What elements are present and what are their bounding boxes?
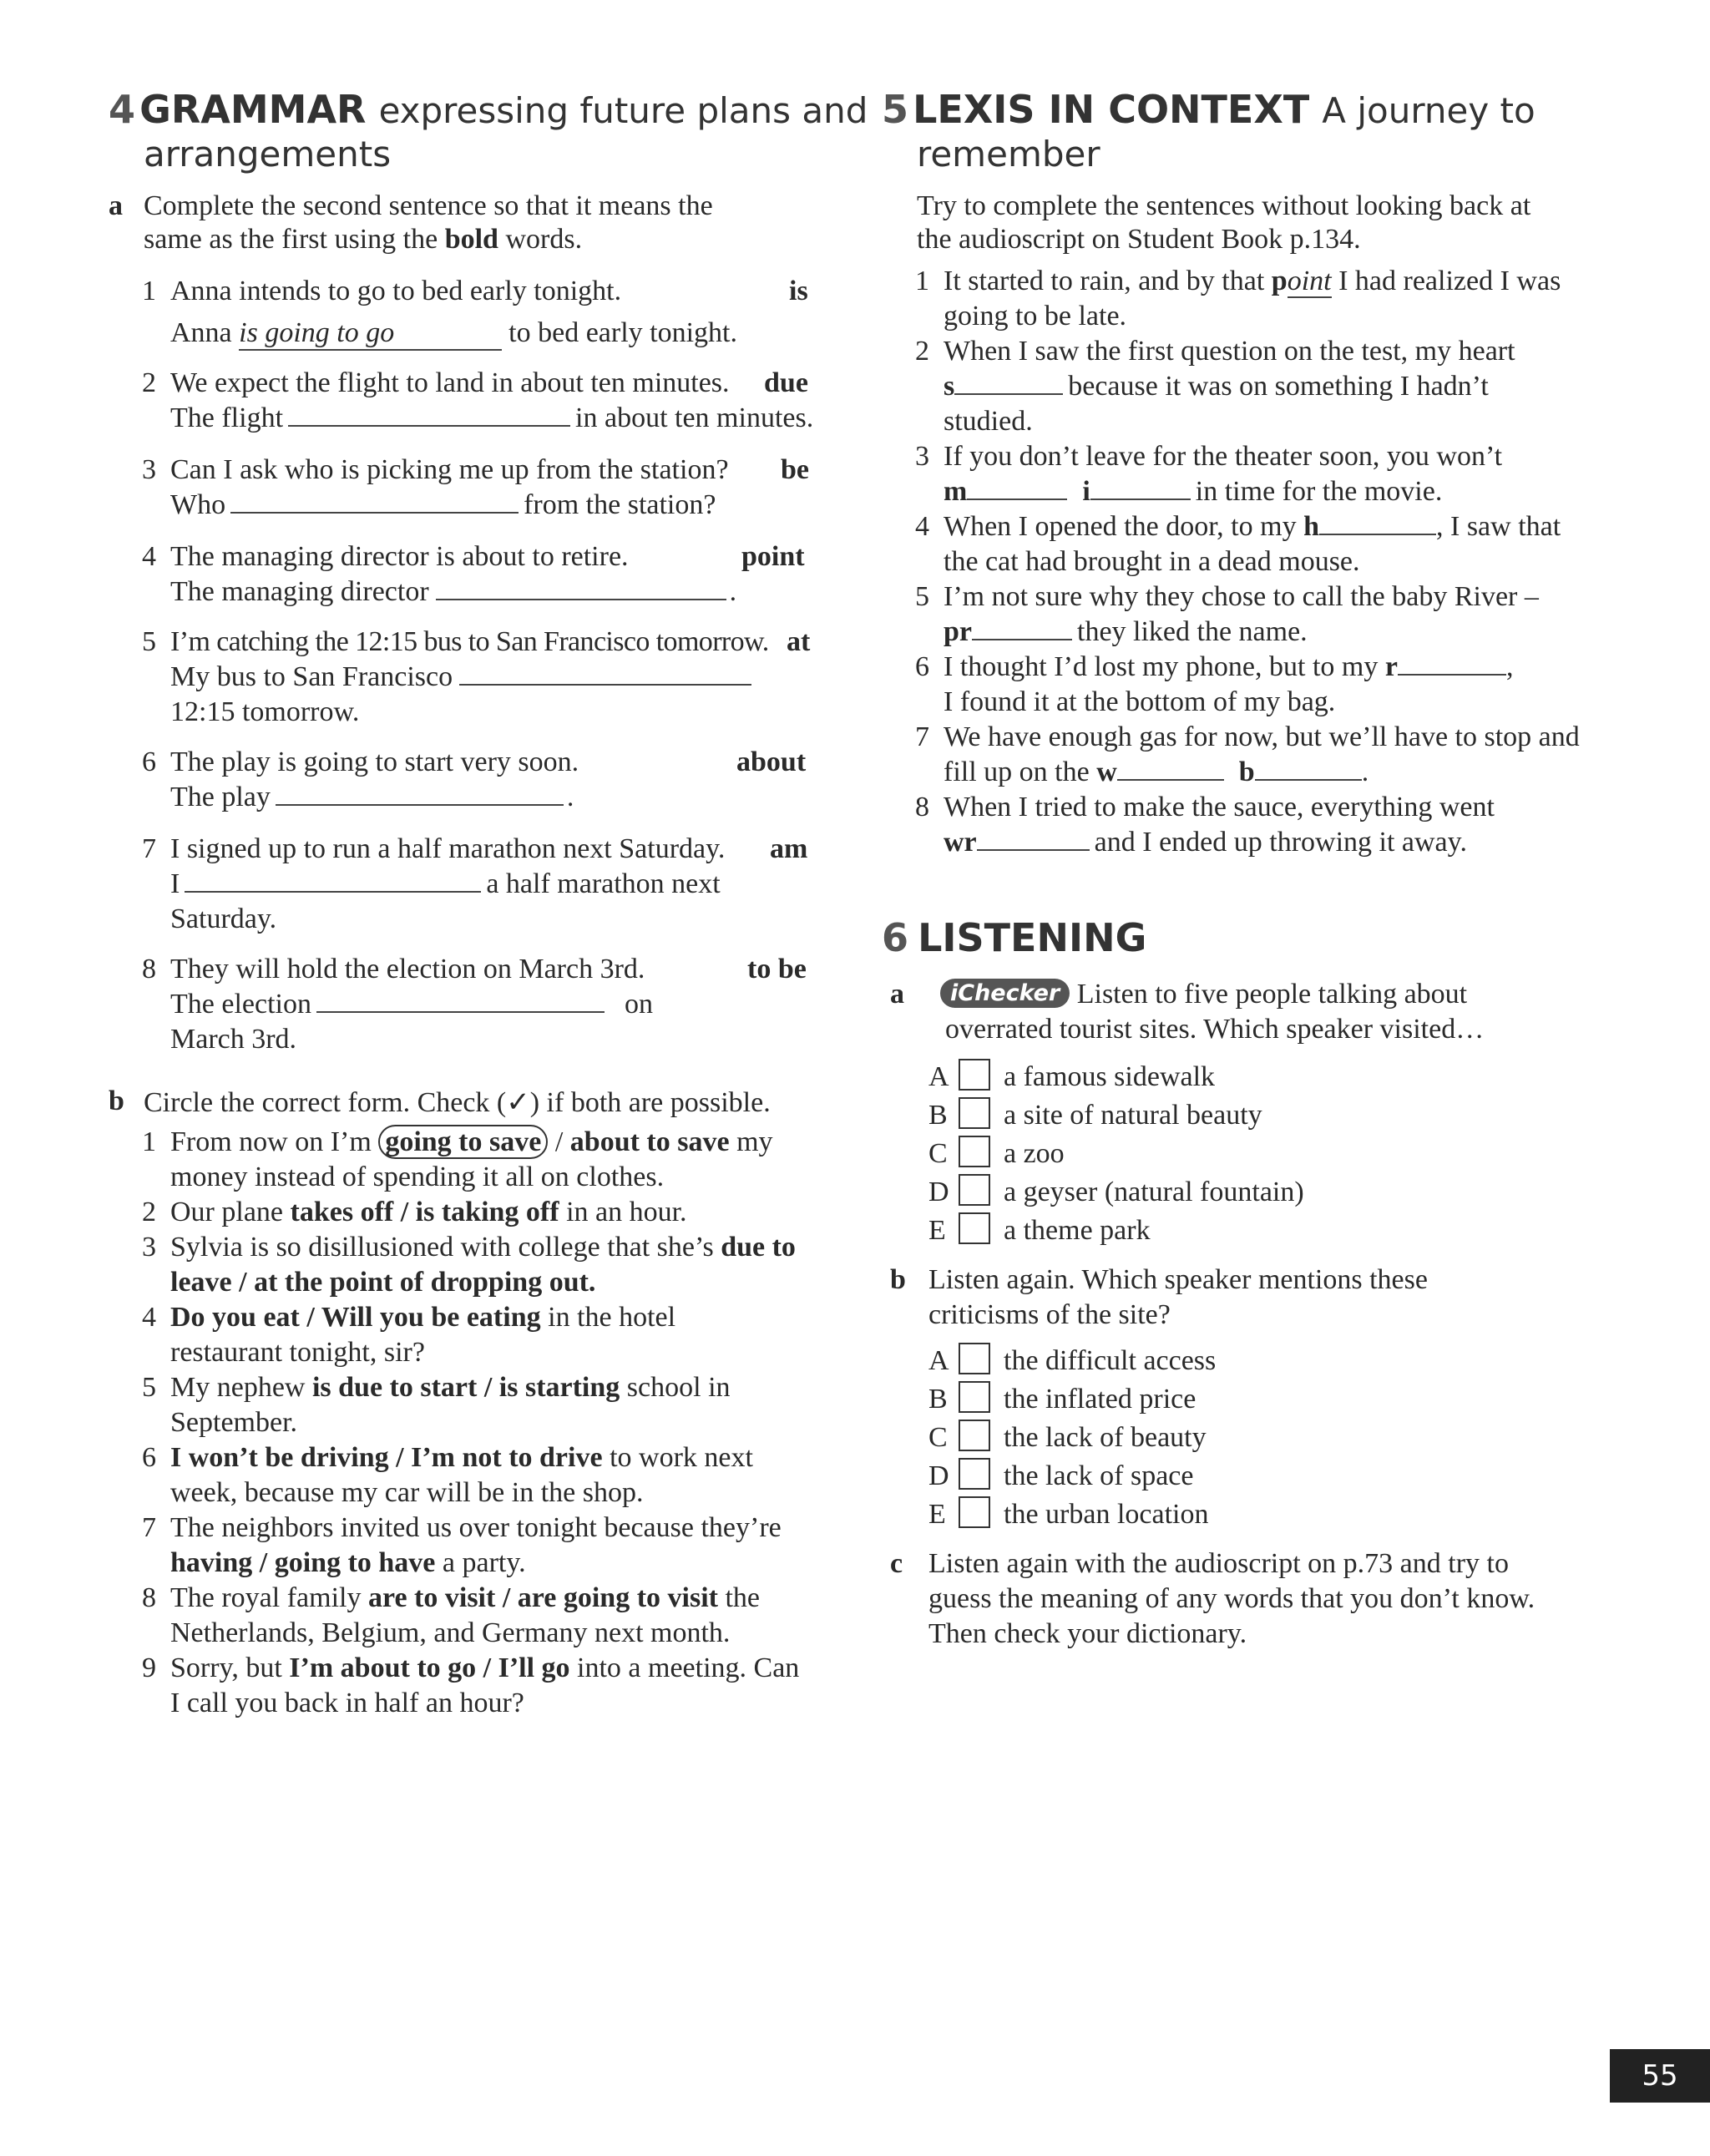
checkbox[interactable] (959, 1458, 990, 1490)
item-number: 4 (142, 541, 156, 572)
checkbox[interactable] (959, 1097, 990, 1129)
item-number: 7 (142, 1512, 156, 1543)
item-line-cont: the cat had brought in a dead mouse. (944, 546, 1360, 577)
answer-blank[interactable] (972, 638, 1072, 640)
item-completion: I a half marathon next (170, 868, 721, 899)
item-completion-cont: March 3rd. (170, 1024, 297, 1055)
instruction: Then check your dictionary. (928, 1618, 1247, 1649)
item-number: 3 (142, 1232, 156, 1263)
item-keyword: point (741, 541, 805, 572)
item-sentence: I signed up to run a half marathon next Saturday. (170, 833, 726, 864)
item-line-cont: September. (170, 1407, 298, 1438)
option[interactable]: I won’t be driving / I’m not to drive (170, 1442, 603, 1473)
item-number: 4 (142, 1302, 156, 1333)
answer-blank[interactable] (1255, 778, 1362, 781)
checkbox[interactable] (959, 1059, 990, 1091)
item-line-cont: restaurant tonight, sir? (170, 1337, 425, 1368)
answer-blank[interactable] (276, 803, 564, 806)
answer-blank[interactable] (1398, 673, 1506, 676)
checkbox[interactable] (959, 1420, 990, 1451)
part-label: a (109, 190, 123, 221)
item-line-cont: pr they liked the name. (944, 616, 1308, 647)
option[interactable]: takes off / is taking off (290, 1197, 559, 1227)
option-row: E the urban location (928, 1496, 1208, 1531)
item-completion: The managing director . (170, 576, 737, 607)
answer-blank[interactable] (436, 598, 726, 600)
item-line-cont: going to be late. (944, 301, 1127, 331)
answer-blank[interactable] (288, 424, 570, 427)
item-keyword: about (736, 747, 807, 777)
answer-blank[interactable] (459, 683, 751, 686)
item-line: We have enough gas for now, but we’ll have to stop and (944, 721, 1580, 752)
item-number: 1 (142, 276, 156, 306)
item-line-cont: week, because my car will be in the shop. (170, 1477, 644, 1508)
checkbox[interactable] (959, 1136, 990, 1167)
item-sentence: Anna intends to go to bed early tonight. (170, 276, 622, 306)
item-keyword: am (770, 833, 808, 864)
item-line-cont: I found it at the bottom of my bag. (944, 686, 1336, 717)
item-line: My nephew is due to start / is starting school in (170, 1372, 731, 1403)
item-number: 6 (142, 747, 156, 777)
option-row: C the lack of beauty (928, 1420, 1207, 1454)
item-line: When I saw the first question on the test, my heart (944, 336, 1515, 367)
item-completion: My bus to San Francisco (170, 661, 751, 693)
option-row: C a zoo (928, 1136, 1065, 1170)
section-subtitle-cont: remember (917, 134, 1100, 175)
item-line: Sylvia is so disillusioned with college that she’s due to (170, 1232, 796, 1263)
option[interactable]: are to visit / are going to visit (367, 1582, 718, 1613)
item-number: 6 (915, 651, 929, 682)
item-completion: The election on (170, 989, 653, 1020)
listening-heading (882, 915, 1147, 960)
section-number: 4 (109, 87, 136, 132)
item-line: I won’t be driving / I’m not to drive to work next (170, 1442, 753, 1473)
instruction: guess the meaning of any words that you don’t know. (928, 1583, 1535, 1614)
answer-blank[interactable] (954, 392, 1063, 395)
section-subtitle: expressing future plans and (378, 90, 868, 131)
item-line-cont: wr and I ended up throwing it away. (944, 827, 1467, 858)
item-line: Do you eat / Will you be eating in the hotel (170, 1302, 676, 1333)
item-line: I’m not sure why they chose to call the baby River – (944, 581, 1539, 612)
item-line-cont: Netherlands, Belgium, and Germany next month. (170, 1617, 731, 1648)
item-sentence: Can I ask who is picking me up from the station? (170, 454, 729, 485)
instruction: overrated tourist sites. Which speaker visited… (945, 1014, 1485, 1045)
item-number: 8 (142, 954, 156, 984)
grammar-heading (109, 87, 868, 132)
section-title: LEXIS IN CONTEXT (913, 87, 1310, 132)
item-completion-cont: Saturday. (170, 903, 277, 934)
instruction: criticisms of the site? (928, 1299, 1171, 1330)
answer-blank[interactable] (1090, 498, 1191, 500)
part-label: b (890, 1264, 906, 1295)
item-line: It started to rain, and by that point I had realized I was (944, 266, 1561, 296)
item-number: 2 (142, 367, 156, 398)
item-line: From now on I’m going to save / about to save my (170, 1126, 773, 1157)
item-line-cont: s because it was on something I hadn’t (944, 371, 1489, 402)
circled-answer[interactable]: going to save (378, 1125, 548, 1159)
item-number: 2 (915, 336, 929, 367)
instruction: Listen again with the audioscript on p.73 and try to (928, 1548, 1509, 1579)
item-number: 3 (142, 454, 156, 485)
page-number: 55 (1610, 2049, 1710, 2103)
checkbox[interactable] (959, 1212, 990, 1244)
item-line: If you don’t leave for the theater soon, you won’t (944, 441, 1503, 472)
answer-blank[interactable] (230, 511, 519, 514)
option[interactable]: is due to start / is starting (311, 1372, 620, 1403)
item-sentence: I’m catching the 12:15 bus to San Francisco tomorrow. (170, 626, 769, 657)
item-sentence: The managing director is about to retire. (170, 541, 629, 572)
item-line: The royal family are to visit / are going to visit the (170, 1582, 761, 1613)
item-number: 6 (142, 1442, 156, 1473)
item-completion: The flight in about ten minutes. (170, 402, 814, 433)
section-title: GRAMMAR (139, 87, 367, 132)
item-number: 5 (142, 1372, 156, 1403)
item-line: When I opened the door, to my h , I saw that (944, 511, 1561, 542)
item-number: 7 (915, 721, 929, 752)
answer-blank[interactable] (1319, 533, 1436, 535)
option[interactable]: about to save (569, 1126, 730, 1157)
item-keyword: to be (747, 954, 807, 984)
instruction: same as the first using the bold words. (144, 224, 583, 255)
option-row: B a site of natural beauty (928, 1097, 1262, 1131)
option-row: D the lack of space (928, 1458, 1194, 1492)
item-completion: Who from the station? (170, 489, 716, 520)
item-line: I thought I’d lost my phone, but to my r , (944, 651, 1514, 682)
item-keyword: at (787, 626, 811, 657)
lexis-heading (882, 87, 1535, 132)
item-number: 9 (142, 1652, 156, 1683)
item-number: 1 (142, 1126, 156, 1157)
item-number: 7 (142, 833, 156, 864)
answer-blank[interactable] (316, 1010, 605, 1013)
item-line: When I tried to make the sauce, everything went (944, 792, 1495, 822)
instruction: the audioscript on Student Book p.134. (917, 224, 1361, 255)
option[interactable]: Do you eat / Will you be eating (170, 1302, 541, 1333)
item-completion-cont: 12:15 tomorrow. (170, 696, 360, 727)
item-line: Sorry, but I’m about to go / I’ll go into a meeting. Can (170, 1652, 800, 1683)
item-line: The neighbors invited us over tonight because they’re (170, 1512, 782, 1543)
item-number: 3 (915, 441, 929, 472)
item-number: 8 (915, 792, 929, 822)
option-row: B the inflated price (928, 1381, 1196, 1415)
section-subtitle-cont: arrangements (144, 134, 392, 175)
item-completion: Anna is going to go to bed early tonight. (170, 317, 737, 351)
option[interactable]: I’m about to go / I’ll go (289, 1652, 570, 1683)
instruction: iChecker Listen to five people talking about (940, 979, 1467, 1010)
item-line-cont: studied. (944, 406, 1033, 437)
item-sentence: We expect the flight to land in about ten minutes. (170, 367, 730, 398)
option-row: D a geyser (natural fountain) (928, 1174, 1304, 1208)
item-keyword: due (764, 367, 808, 398)
instruction: Circle the correct form. Check (✓) if both are possible. (144, 1087, 771, 1118)
option[interactable]: having / going to have (170, 1547, 436, 1578)
instruction: Try to complete the sentences without looking back at (917, 190, 1531, 221)
option[interactable]: due to (721, 1232, 796, 1263)
answer-blank[interactable] (967, 498, 1067, 500)
option-row: E a theme park (928, 1212, 1151, 1247)
item-line-cont: money instead of spending it all on clothes. (170, 1162, 665, 1192)
item-sentence: The play is going to start very soon. (170, 747, 579, 777)
checkbox[interactable] (959, 1381, 990, 1413)
checkbox[interactable] (959, 1343, 990, 1374)
answer-blank[interactable] (977, 848, 1090, 851)
item-keyword: be (781, 454, 809, 485)
part-label: c (890, 1548, 903, 1579)
ichecker-badge[interactable]: iChecker (940, 979, 1070, 1008)
item-line-cont: fill up on the w b . (944, 757, 1369, 787)
item-sentence: They will hold the election on March 3rd. (170, 954, 645, 984)
checkbox[interactable] (959, 1174, 990, 1206)
item-number: 5 (142, 626, 156, 657)
item-line-cont: m i in time for the movie. (944, 476, 1443, 507)
item-completion: The play . (170, 782, 574, 812)
answer-blank[interactable] (185, 890, 481, 893)
item-line-cont: having / going to have a party. (170, 1547, 526, 1578)
answer-blank[interactable] (1117, 778, 1224, 781)
section-number: 5 (882, 87, 909, 132)
section-title: LISTENING (918, 915, 1147, 960)
option[interactable]: leave / at the point of dropping out. (170, 1267, 596, 1298)
instruction: Listen again. Which speaker mentions these (928, 1264, 1428, 1295)
checkbox[interactable] (959, 1496, 990, 1528)
part-label: a (890, 979, 904, 1010)
item-line-cont: I call you back in half an hour? (170, 1688, 524, 1718)
item-keyword: is (789, 276, 808, 306)
item-number: 2 (142, 1197, 156, 1227)
answer-blank[interactable]: is going to go (239, 317, 502, 351)
instruction: Complete the second sentence so that it means the (144, 190, 713, 221)
item-number: 1 (915, 266, 929, 296)
item-number: 8 (142, 1582, 156, 1613)
item-line: Our plane takes off / is taking off in an hour. (170, 1197, 687, 1227)
part-label: b (109, 1086, 124, 1116)
option-row: A a famous sidewalk (928, 1059, 1215, 1093)
section-subtitle: A journey to (1322, 90, 1535, 131)
item-number: 5 (915, 581, 929, 612)
answer-blank[interactable]: oint (1287, 266, 1332, 296)
section-number: 6 (882, 915, 909, 960)
item-number: 4 (915, 511, 929, 542)
option-row: A the difficult access (928, 1343, 1216, 1377)
